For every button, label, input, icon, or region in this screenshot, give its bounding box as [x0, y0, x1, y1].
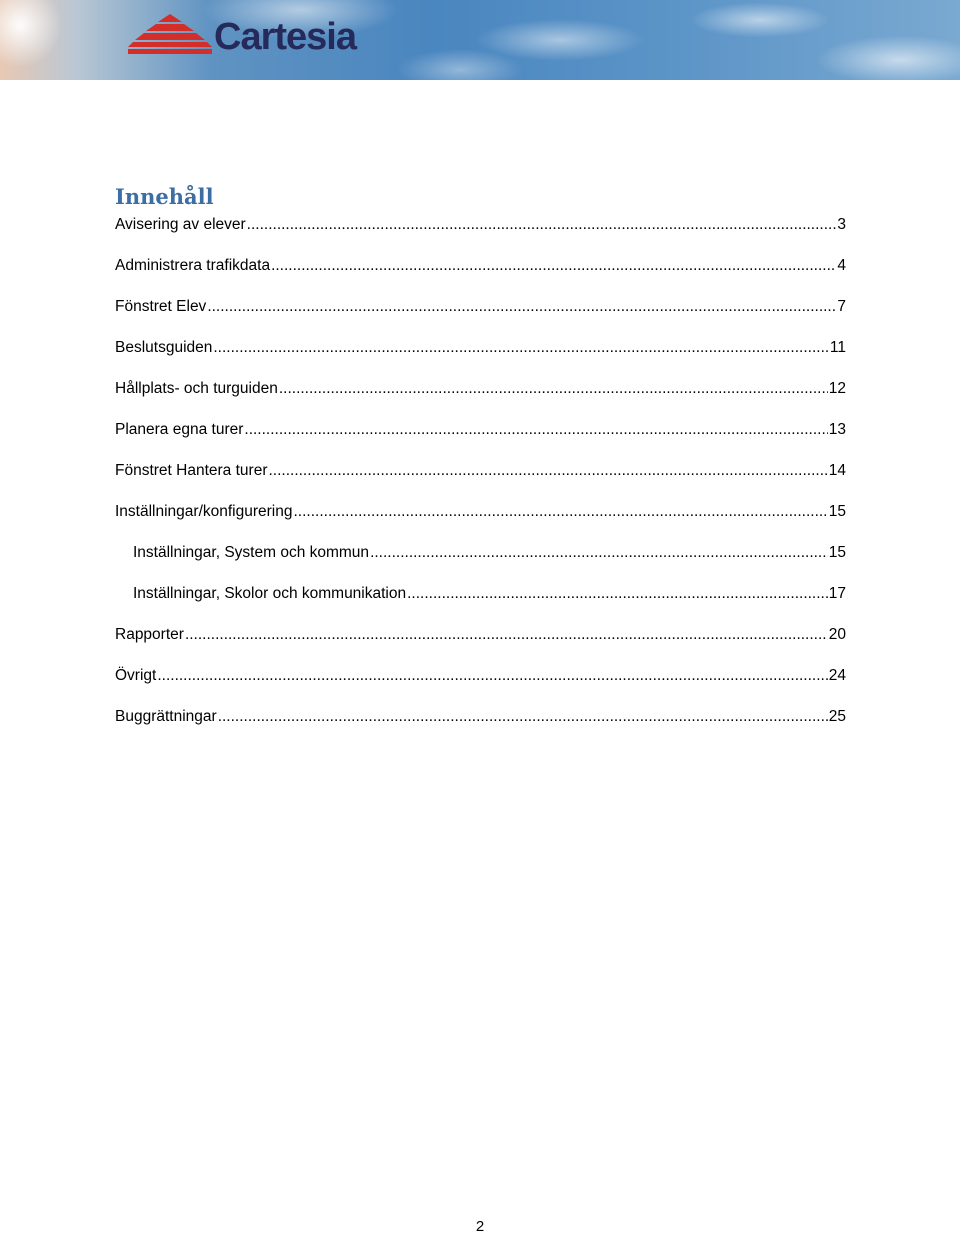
toc-entry[interactable] [115, 664, 846, 705]
toc-entry-page: 4 [837, 257, 846, 274]
toc-entry-page: 11 [829, 339, 846, 356]
toc-entry-label: Avisering av elever [115, 216, 246, 233]
toc-dot-leader [157, 664, 827, 688]
toc-entry-label: Rapporter [115, 626, 184, 643]
toc-entry[interactable] [115, 254, 846, 295]
toc-entry-page: 15 [828, 544, 846, 561]
toc-dot-leader [185, 623, 828, 647]
toc-entry-label: Fönstret Elev [115, 298, 207, 315]
toc-entry-label: Buggrättningar [115, 708, 217, 725]
toc-dot-leader [268, 459, 827, 483]
toc-entry-label: Planera egna turer [115, 421, 244, 438]
toc-entry[interactable] [115, 213, 846, 254]
page-number: 2 [475, 1218, 485, 1235]
toc-dot-leader [207, 295, 836, 319]
toc-entry-label: Fönstret Hantera turer [115, 462, 268, 479]
toc-entry-page: 25 [828, 708, 846, 725]
pyramid-logo-icon [128, 14, 212, 60]
toc-entry-page: 20 [828, 626, 846, 643]
toc-entry-page: 13 [828, 421, 846, 438]
toc-entry[interactable] [115, 459, 846, 500]
toc-subentry[interactable] [115, 541, 846, 582]
toc-entry-page: 3 [837, 216, 846, 233]
toc-entry-page: 17 [828, 585, 846, 602]
toc-entry[interactable] [115, 295, 846, 336]
toc-title: Innehåll [115, 184, 214, 209]
toc-dot-leader [247, 213, 837, 237]
toc-entry-label: Inställningar, System och kommun [133, 544, 370, 561]
toc-dot-leader [294, 500, 828, 524]
logo-wordmark: Cartesia [214, 16, 356, 58]
toc-entry-label: Administrera trafikdata [115, 257, 271, 274]
toc-dot-leader [218, 705, 828, 729]
toc-entry-label: Hållplats- och turguiden [115, 380, 278, 397]
toc-entry-page: 12 [828, 380, 846, 397]
toc-entry[interactable] [115, 705, 846, 746]
header-banner [0, 0, 960, 80]
toc-dot-leader [271, 254, 836, 278]
toc-entry[interactable] [115, 336, 846, 377]
toc-entry[interactable] [115, 500, 846, 541]
toc-entry-label: Inställningar, Skolor och kommunikation [133, 585, 407, 602]
toc-dot-leader [244, 418, 827, 442]
company-logo [128, 14, 356, 60]
toc-entry[interactable] [115, 418, 846, 459]
toc-entry-label: Beslutsguiden [115, 339, 213, 356]
table-of-contents [115, 213, 846, 746]
toc-dot-leader [213, 336, 829, 360]
toc-entry-page: 24 [828, 667, 846, 684]
toc-entry-label: Övrigt [115, 667, 157, 684]
toc-entry[interactable] [115, 377, 846, 418]
toc-entry-label: Inställningar/konfigurering [115, 503, 293, 520]
toc-entry-page: 14 [828, 462, 846, 479]
toc-entry-page: 7 [837, 298, 846, 315]
toc-dot-leader [370, 541, 828, 565]
toc-dot-leader [279, 377, 828, 401]
toc-subentry[interactable] [115, 582, 846, 623]
toc-entry-page: 15 [828, 503, 846, 520]
toc-dot-leader [407, 582, 828, 606]
toc-entry[interactable] [115, 623, 846, 664]
